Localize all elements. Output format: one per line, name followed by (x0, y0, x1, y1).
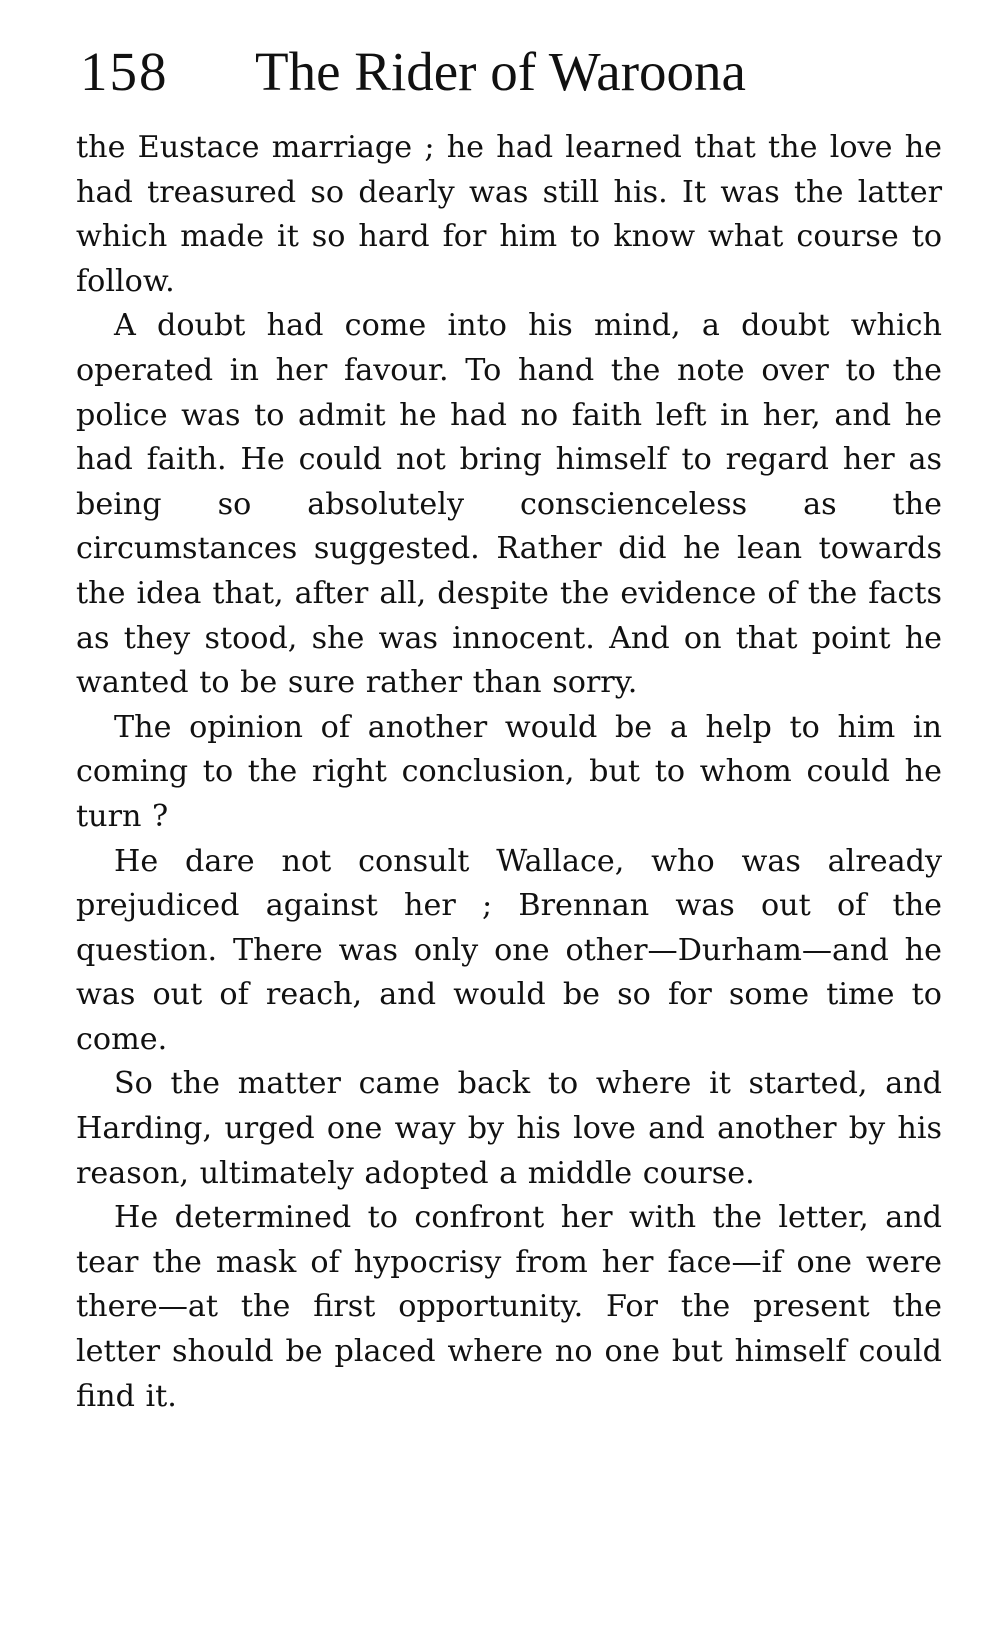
paragraph: A doubt had come into his mind, a doubt which operated in her favour. To hand the note over to the police was to admit he had no faith left in her, and he had faith. He could not bring himself to regard her as being so absolutely conscienceless as the circumstances suggested. Rather did he lean towards the idea that, after all, despite the evidence of the facts as they stood, she was innocent. And on that point he wanted to be sure rather than sorry. (76, 308, 942, 701)
book-title: The Rider of Waroona (255, 41, 746, 102)
running-head (80, 32, 940, 112)
paragraph-continued: the Eustace marriage ; he had learned that the love he had treasured so dearly was still his. It was the latter which made it so hard for him to know what course to follow. (76, 130, 942, 299)
paragraph: So the matter came back to where it started, and Harding, urged one way by his love and another by his reason, ultimately adopted a middle course. (76, 1066, 942, 1191)
body-text (76, 126, 942, 1419)
page-number: 158 (80, 41, 169, 102)
paragraph: He dare not consult Wallace, who was already prejudiced against her ; Brennan was out of the question. There was only one other—Durham—and he was out of reach, and would be so for some time to come. (76, 843, 942, 1057)
paragraph: He determined to confront her with the letter, and tear the mask of hypocrisy from her face—if one were there—at the first opportunity. For the present the letter should be placed where no one but himself could find it. (76, 1200, 942, 1414)
paragraph: The opinion of another would be a help to him in coming to the right conclusion, but to whom could he turn ? (76, 709, 942, 834)
